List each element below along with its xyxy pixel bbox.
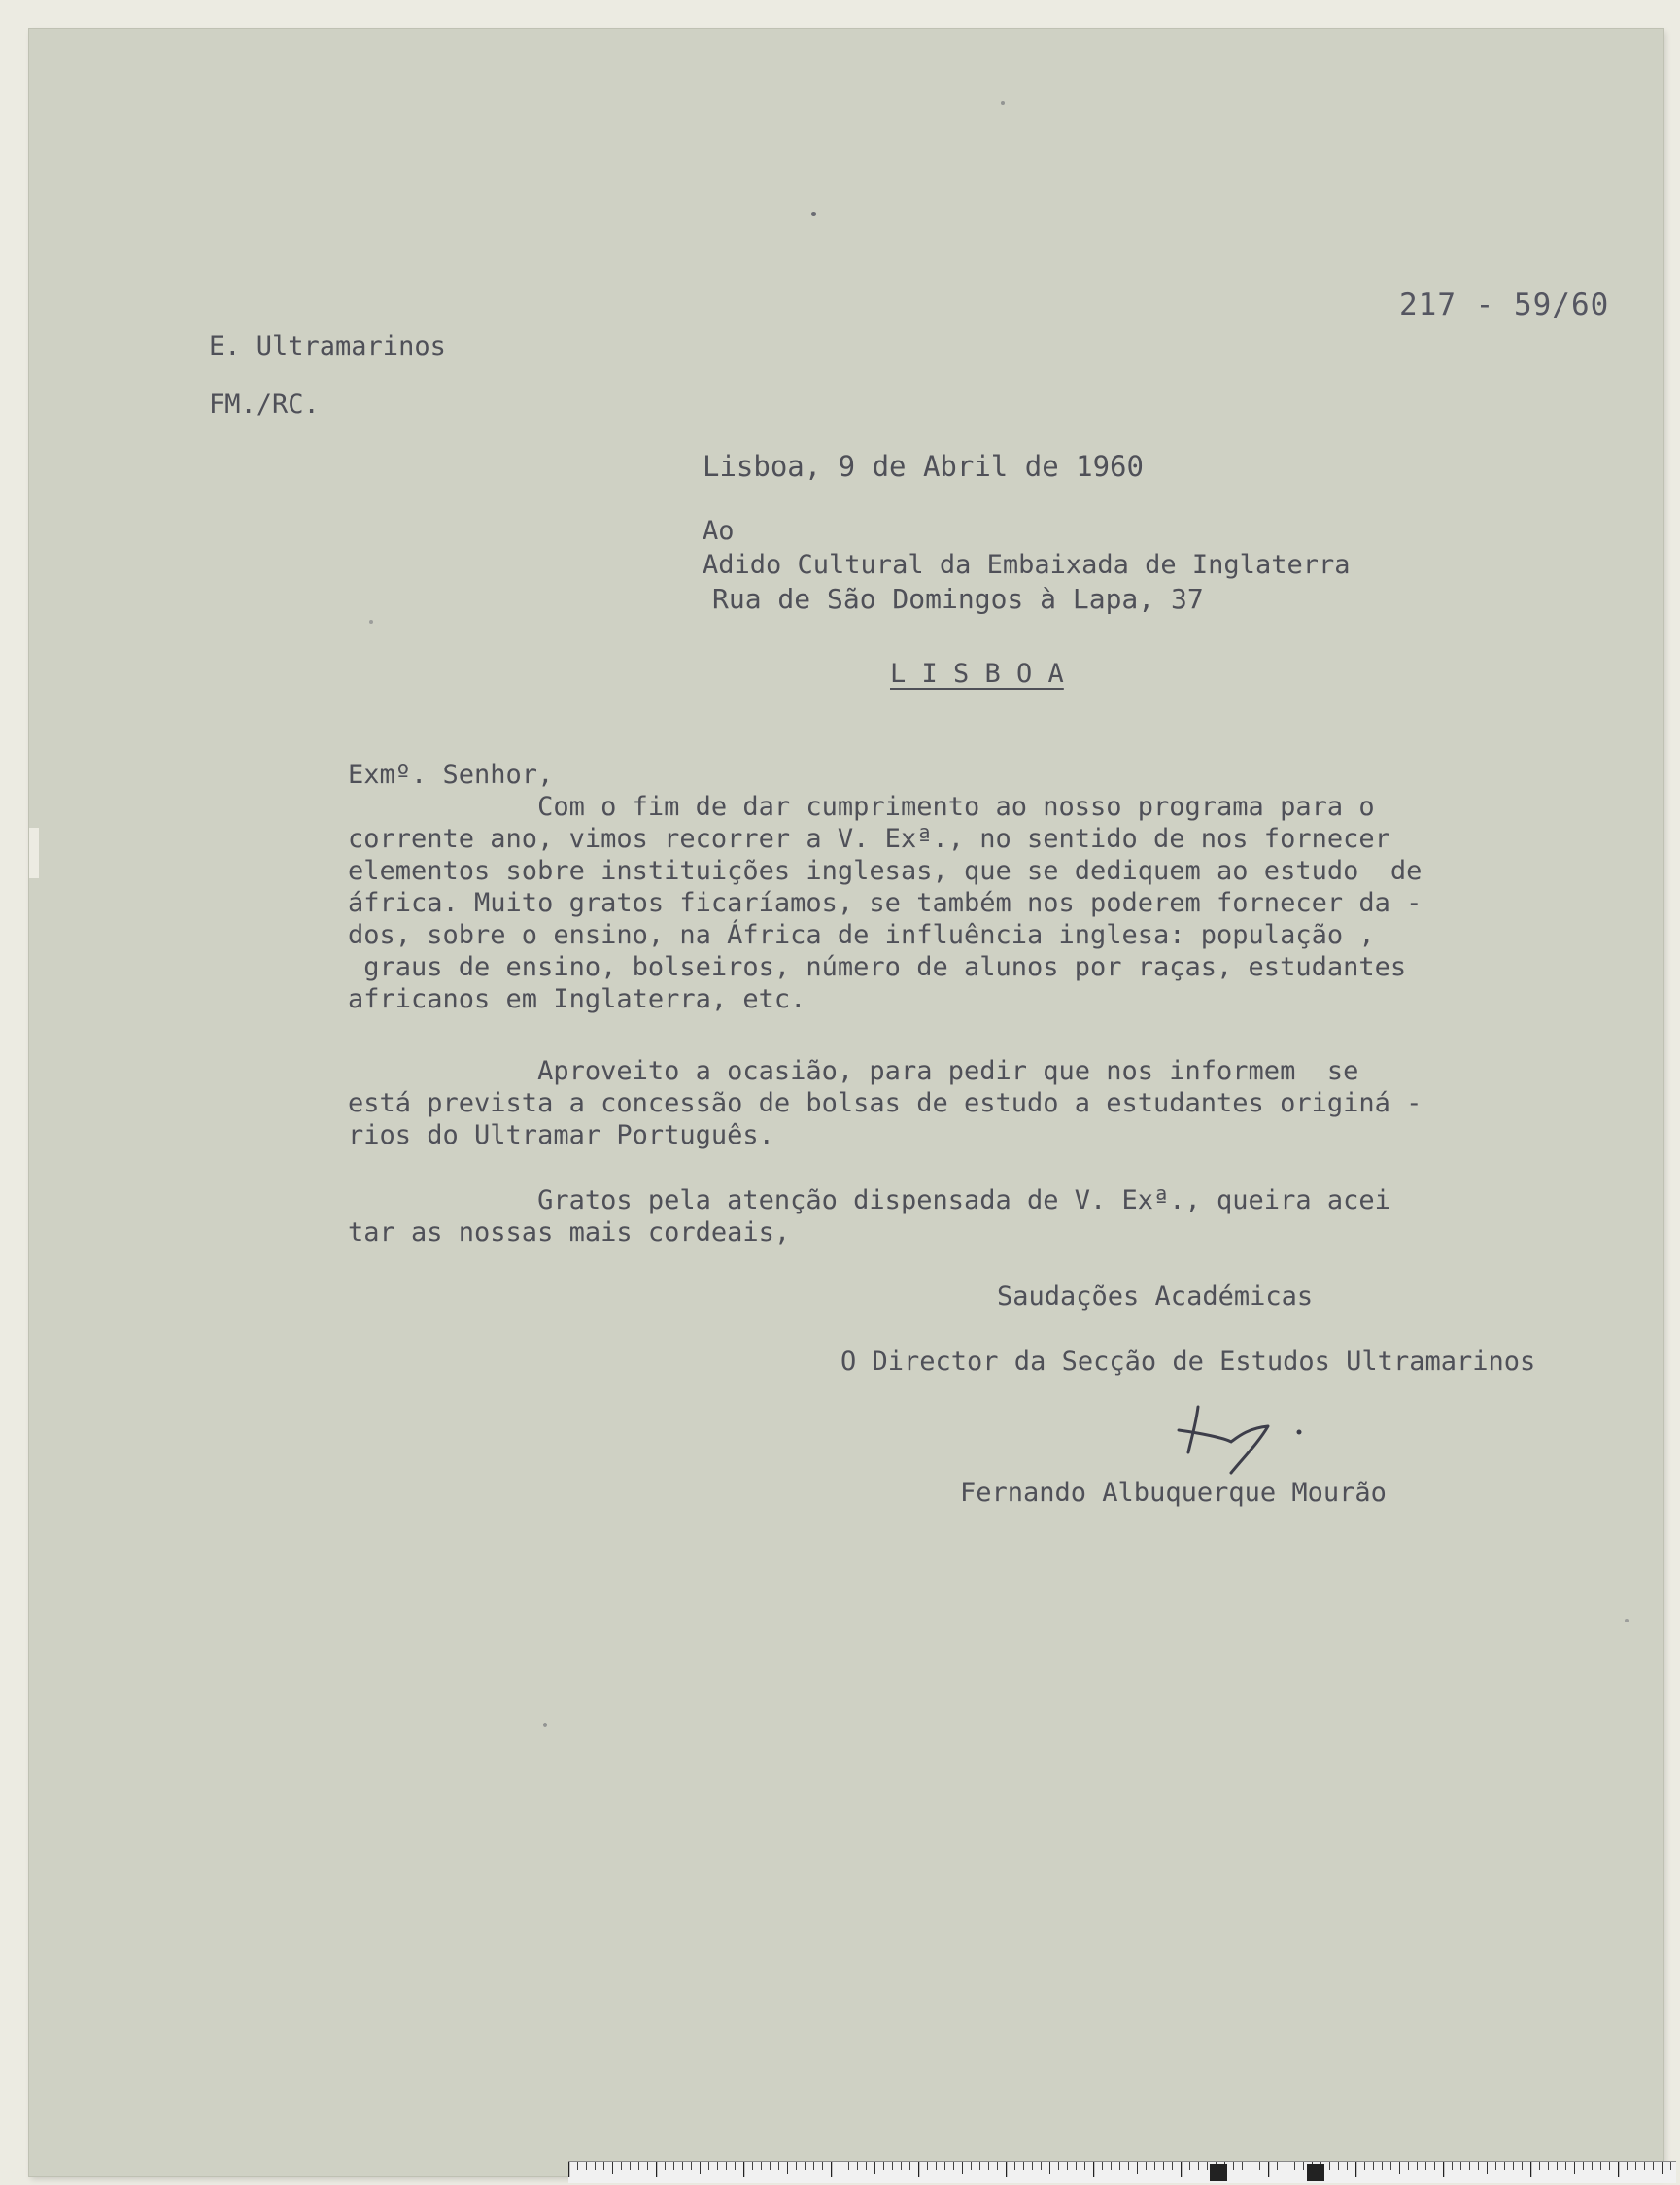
scan-speck [1001, 101, 1005, 105]
salutation: Exmº. Senhor, [348, 760, 554, 790]
body-line: áfrica. Muito gratos ficaríamos, se também nos poderem fornecer da - [348, 888, 1423, 918]
scan-speck [543, 1723, 547, 1727]
recipient-title: Adido Cultural da Embaixada de Inglaterra [703, 550, 1351, 580]
body-line: rios do Ultramar Português. [348, 1120, 774, 1150]
scan-speck [369, 620, 373, 624]
body-line: graus de ensino, bolseiros, número de alunos por raças, estudantes [348, 952, 1407, 982]
body-line: africanos em Inglaterra, etc. [348, 984, 806, 1014]
paper-tear [29, 828, 39, 878]
department-line: E. Ultramarinos [209, 331, 446, 361]
signatory-position: O Director da Secção de Estudos Ultramarinos [840, 1347, 1536, 1377]
date-line: Lisboa, 9 de Abril de 1960 [703, 450, 1144, 483]
body-line: Com o fim de dar cumprimento ao nosso programa para o [348, 792, 1375, 822]
city-heading: L I S B O A [890, 659, 1064, 689]
recipient-prefix: Ao [703, 516, 735, 546]
recipient-address: Rua de São Domingos à Lapa, 37 [712, 583, 1204, 615]
body-line: corrente ano, vimos recorrer a V. Exª., no sentido de nos fornecer [348, 824, 1390, 854]
handwritten-signature [1171, 1399, 1317, 1477]
document-reference: 217 - 59/60 [1399, 288, 1610, 323]
scan-speck [1625, 1619, 1629, 1622]
body-line: está prevista a concessão de bolsas de estudo a estudantes originá - [348, 1088, 1423, 1118]
closing-line: Saudações Académicas [997, 1281, 1314, 1312]
scan-speck [811, 212, 816, 216]
body-line: Aproveito a ocasião, para pedir que nos informem se [348, 1056, 1359, 1086]
body-line: dos, sobre o ensino, na África de influência inglesa: população , [348, 920, 1375, 950]
body-line: elementos sobre instituições inglesas, que se dediquem ao estudo de [348, 856, 1423, 886]
body-line: Gratos pela atenção dispensada de V. Exª., queira acei [348, 1185, 1390, 1215]
ruler-ticks [568, 2162, 1676, 2183]
body-line: tar as nossas mais cordeais, [348, 1217, 791, 1247]
scale-ruler [568, 2161, 1676, 2183]
initials-line: FM./RC. [209, 390, 320, 420]
signatory-name: Fernando Albuquerque Mourão [960, 1478, 1387, 1508]
